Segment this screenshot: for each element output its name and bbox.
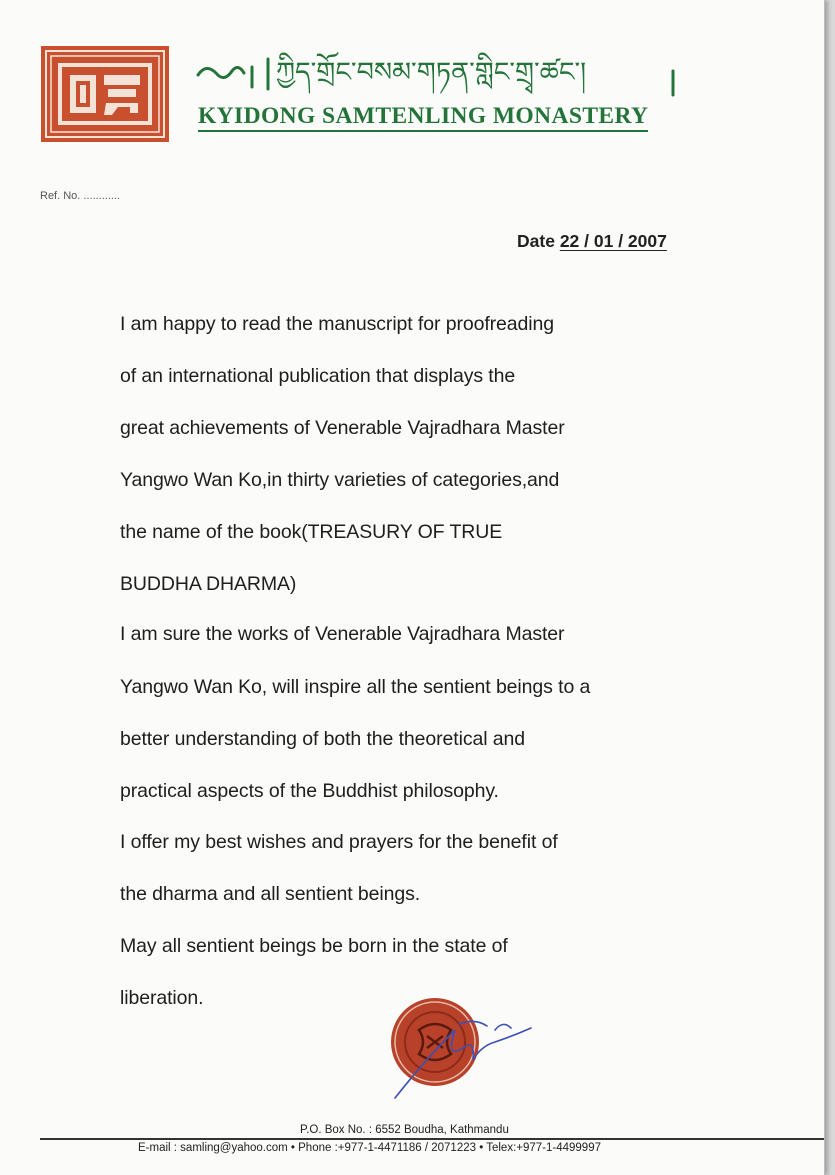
reference-number: Ref. No. ............: [40, 190, 121, 202]
body-line: I am happy to read the manuscript for proofreading: [120, 313, 554, 335]
postal-address: P.O. Box No. : 6552 Boudha, Kathmandu: [300, 1124, 509, 1136]
body-line: Yangwo Wan Ko, will inspire all the sentient beings to a: [120, 676, 591, 698]
date-label: Date: [517, 231, 555, 251]
body-line: better understanding of both the theoretical and: [120, 728, 525, 750]
body-line: the name of the book(TREASURY OF TRUE: [120, 521, 503, 543]
body-line: BUDDHA DHARMA): [120, 573, 297, 595]
body-line: liberation.: [120, 987, 204, 1009]
body-line: I am sure the works of Venerable Vajradhara Master: [120, 623, 565, 645]
contact-details: E-mail : samling@yahoo.com • Phone :+977-1-4471186 / 2071223 • Telex:+977-1-4499997: [138, 1142, 601, 1154]
footer-divider: [40, 1138, 824, 1140]
body-line: practical aspects of the Buddhist philosophy.: [120, 780, 499, 802]
body-line: Yangwo Wan Ko,in thirty varieties of categories,and: [120, 469, 560, 491]
monastery-name: KYIDONG SAMTENLING MONASTERY: [198, 103, 648, 132]
tibetan-name-text: ཀྱིད་གྲོང་བསམ་གཏན་གླིང་གྲྭ་ཚང་།: [276, 57, 587, 88]
seal-stamp-icon: [385, 990, 545, 1102]
body-line: great achievements of Venerable Vajradhara Master: [120, 417, 565, 439]
date-value: 22 / 01 / 2007: [559, 231, 667, 251]
body-line: of an international publication that displays the: [120, 365, 516, 387]
monastery-logo: [40, 45, 170, 143]
body-line: the dharma and all sentient beings.: [120, 883, 421, 905]
body-line: May all sentient beings be born in the state of: [120, 935, 508, 957]
body-line: I offer my best wishes and prayers for the benefit of: [120, 831, 558, 853]
tibetan-heading: [190, 45, 690, 107]
letter-date: [517, 231, 667, 252]
